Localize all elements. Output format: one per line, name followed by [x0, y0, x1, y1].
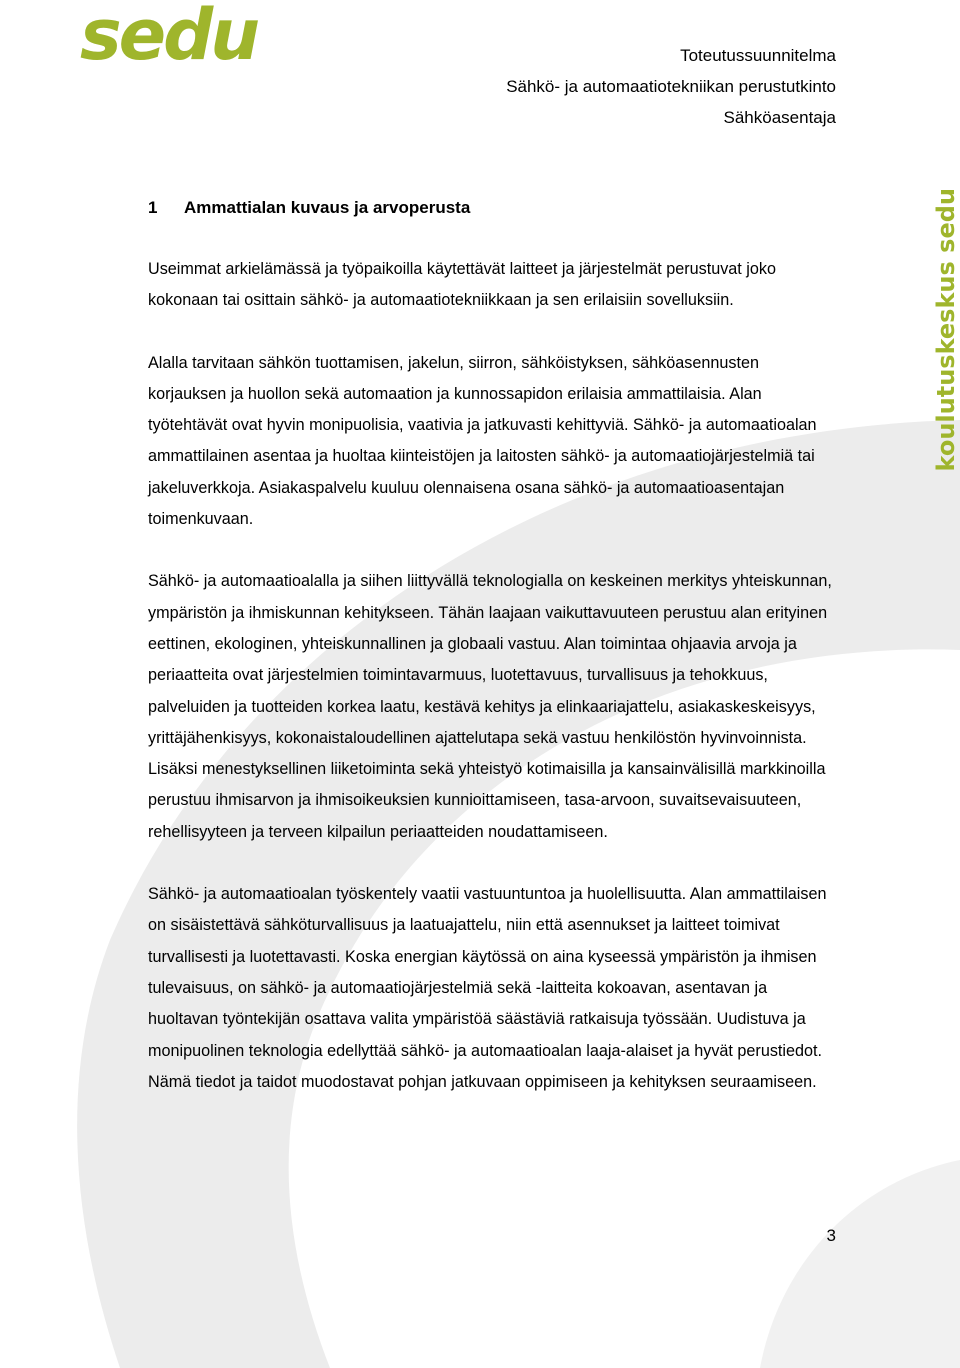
paragraph-4: Sähkö- ja automaatioalan työskentely vaatii vastuuntuntoa ja huolellisuutta. Alan ammattilaisen on sisäistettävä sähköturvallisuus ja laatuajattelu, niin että asennukset ja laitteet toimivat turvallisesti ja luotettavasti. Koska energian käytössä on aina kyseessä ympäristön ja ihmisen tulevaisuus, on sähkö- ja automaatiojärjestelmiä sekä -laitteita kokoavan, asentavan ja huoltavan työntekijän osattava valita ympäristöä säästäviä ratkaisuja työssään. Uudistuva ja monipuolinen teknologia edellyttää sähkö- ja automaatioalan laaja-alaiset ja hyvät perustiedot. Nämä tiedot ja taidot muodostavat pohjan jatkuvaan oppimiseen ja kehityksen seuraamiseen.: [148, 885, 827, 1091]
header-line-3: Sähköasentaja: [723, 108, 836, 127]
section-heading: [148, 194, 838, 222]
paragraph-1: Useimmat arkielämässä ja työpaikoilla käytettävät laitteet ja järjestelmät perustuvat joko kokonaan tai osittain sähkö- ja automaatiotekniikkaan ja sen erilaisiin sovelluksiin.: [148, 260, 776, 310]
section-number: 1: [148, 198, 158, 217]
header-line-1: Toteutussuunnitelma: [680, 46, 836, 65]
sedu-logo: sedu: [80, 0, 258, 76]
section-title: Ammattialan kuvaus ja arvoperusta: [184, 198, 471, 217]
paragraph-2: Alalla tarvitaan sähkön tuottamisen, jakelun, siirron, sähköistyksen, sähköasennusten korjauksen ja huollon sekä automaation ja kunnossapidon erilaisia ammattilaisia. Alan työtehtävät ovat hyvin monipuolisia, vaativia ja jatkuvasti kehittyviä. Sähkö- ja automaatioalan ammattilainen asentaa ja huoltaa kiinteistöjen ja laitosten sähkö- ja automaatiojärjestelmiä tai jakeluverkkoja. Asiakaspalvelu kuuluu olennaisena osana sähkö- ja automaatioasentajan toimenkuvaan.: [148, 353, 817, 529]
page-number: 3: [826, 1226, 836, 1245]
header-line-2: Sähkö- ja automaatiotekniikan perustutkinto: [506, 77, 836, 96]
paragraph-3: Sähkö- ja automaatioalalla ja siihen liittyvällä teknologialla on keskeinen merkitys yhteiskunnan, ympäristön ja ihmiskunnan kehitykseen. Tähän laajaan vaikuttavuuteen perustuu alan erityinen eettinen, ekologinen, yhteiskunnallinen ja globaali vastuu. Alan toimintaa ohjaavia arvoja ja periaatteita ovat järjestelmien toimintavarmuus, luotettavuus, turvallisuus ja tehokkuus, palveluiden ja tuotteiden korkea laatu, kestävä kehitys ja elinkaariajattelu, asiakaskeskeisyys, yrittäjähenkisyys, kokonaistaloudellinen ajattelutapa sekä vastuu henkilöstön hyvinvoinnista. Lisäksi menestyksellinen liiketoiminta sekä yhteistyö kotimaisilla ja kansainvälisillä markkinoilla perustuu ihmisarvon ja ihmisoikeuksien kunnioittamiseen, tasa-arvoon, suvaitsevaisuuteen, rehellisyyteen ja terveen kilpailun periaatteiden noudattamiseen.: [148, 572, 832, 841]
document-body: [148, 194, 838, 1129]
document-header: [506, 40, 836, 133]
brand-side-text: koulutuskeskus sedu: [932, 188, 960, 472]
